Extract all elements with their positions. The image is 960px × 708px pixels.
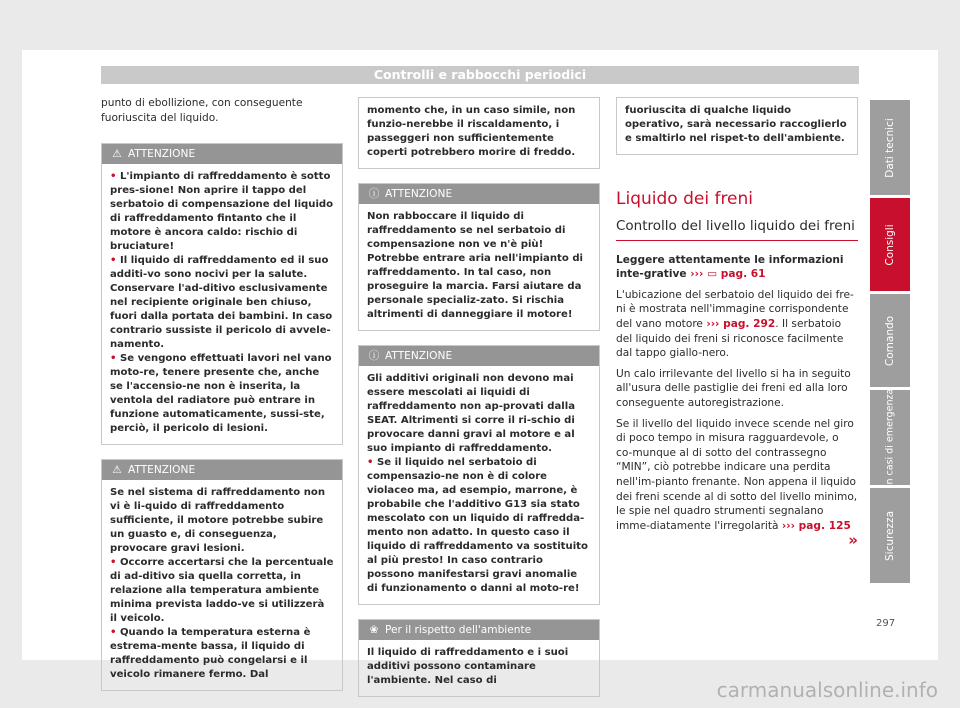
column-2 bbox=[358, 97, 600, 697]
tab-comando[interactable]: Comando bbox=[870, 294, 910, 387]
info-circle-icon: ⓘ bbox=[368, 188, 380, 200]
tab-dati-tecnici[interactable]: Dati tecnici bbox=[870, 100, 910, 195]
warning-box-2 bbox=[101, 459, 343, 691]
list-item: • Se vengono effettuati lavori nel vano moto-re, tenere presente che, anche se l'accensio-ne non è inserita, la ventola del radiatore può entrare in funzione automaticamente, sussi-ste, perciò, il pericolo di lesioni. bbox=[110, 353, 332, 435]
info-circle-icon: ⓘ bbox=[368, 350, 380, 362]
tab-consigli[interactable]: Consigli bbox=[870, 198, 910, 291]
warning-body: momento che, in un caso simile, non funzio-nerebbe il riscaldamento, i passeggeri non sufficientemente coperti potrebbero morire di freddo. bbox=[367, 105, 576, 158]
warning-header: ⓘ ATTENZIONE bbox=[359, 346, 599, 366]
warning-body bbox=[359, 366, 599, 604]
section bbox=[616, 189, 858, 241]
lead-paragraph: Leggere attentamente le informazioni inte-grative ››› ▭ pag. 61 bbox=[616, 253, 844, 281]
page-number: 297 bbox=[876, 618, 896, 629]
warning-body bbox=[102, 164, 342, 444]
warning-triangle-icon: ⚠ bbox=[112, 148, 122, 161]
paragraph-level: Se il livello del liquido invece scende nel giro di poco tempo in misura ragguardevole, o co-munque al di sotto del contrassegno “MIN”, ciò potrebbe indicare una perdita nell'im-pianto frenante. Non appena il liquido dei freni scende al di sotto del livello minimo, le spie nel quadro strumenti segnalano imme-diatamente l'irregolarità ››› pag. 125 » bbox=[616, 417, 858, 550]
warning-triangle-icon: ⚠ bbox=[112, 464, 122, 477]
warning-body: Non rabboccare il liquido di raffreddamento se nel serbatoio di compensazione non ve n'è più! Potrebbe entrare aria nell'impianto di raffreddamento. In tal caso, non proseguire la marcia. Farsi aiutare da personale specializ-zato. Si rischia altrimenti di danneggiare il motore! bbox=[367, 211, 584, 320]
environment-box bbox=[358, 619, 600, 697]
environment-body: Il liquido di raffreddamento e i suoi additivi possono contaminare l'ambiente. Nel caso di bbox=[367, 647, 569, 686]
subsection-title: Controllo del livello liquido dei freni bbox=[616, 219, 858, 241]
warning-box-3 bbox=[358, 183, 600, 331]
list-item: • Occorre accertarsi che la percentuale di ad-ditivo sia quella corretta, in relazione alla temperatura ambiente minima prevista laddo-ve si utilizzerà il veicolo. bbox=[110, 557, 334, 625]
intro-text: punto di ebollizione, con conseguente fuoriuscita del liquido. bbox=[101, 97, 303, 124]
section-title: Liquido dei freni bbox=[616, 189, 754, 209]
page-reference[interactable]: ››› pag. 125 bbox=[781, 519, 851, 532]
warning-box-4 bbox=[358, 345, 600, 605]
link-arrow: ››› bbox=[690, 268, 708, 281]
warning-text: Se nel sistema di raffreddamento non vi è li-quido di raffreddamento sufficiente, il motore potrebbe subire un guasto e, di conseguenza, provocare gravi lesioni. bbox=[110, 487, 326, 555]
column-3 bbox=[616, 97, 858, 548]
warning-body bbox=[102, 480, 342, 690]
environment-continuation-box bbox=[616, 97, 858, 155]
environment-header: ❀ Per il rispetto dell'ambiente bbox=[359, 620, 599, 640]
warning-continuation-box bbox=[358, 97, 600, 169]
leaf-icon: ❀ bbox=[369, 624, 379, 636]
list-item: • Il liquido di raffreddamento ed il suo additi-vo sono nocivi per la salute. Conservare l'ad-ditivo esclusivamente nel recipiente originale ben chiuso, fuori dalla portata dei bambini. In caso contrario sussiste il pericolo di avvele-namento. bbox=[110, 255, 333, 351]
book-icon: ▭ bbox=[707, 268, 718, 281]
warning-header: ⚠ ATTENZIONE bbox=[102, 460, 342, 480]
environment-body: fuoriuscita di qualche liquido operativo, sarà necessario raccoglierlo e smaltirlo nel rispet-to dell'ambiente. bbox=[625, 105, 847, 144]
page-reference[interactable]: ››› pag. 292 bbox=[706, 317, 776, 330]
warning-header: ⚠ ATTENZIONE bbox=[102, 144, 342, 164]
page-header: Controlli e rabbocchi periodici bbox=[101, 66, 859, 84]
warning-header: ⓘ ATTENZIONE bbox=[359, 184, 599, 204]
warning-text: Gli additivi originali non devono mai essere mescolati ai liquidi di raffreddamento non ap-provati dalla SEAT. Altrimenti si corre il ri-schio di provocare danni gravi al motore e al suo impianto di raffreddamento. bbox=[367, 373, 576, 454]
paragraph-wear: Un calo irrilevante del livello si ha in seguito all'usura delle pastiglie dei freni ed alla loro conseguente autoregistrazione. bbox=[616, 367, 851, 409]
list-item: • Se il liquido nel serbatoio di compensazio-ne non è di colore violaceo ma, ad esempio, marrone, è probabile che l'additivo G13 sia stato mescolato con un liquido di raffredda-mento non adatto. In questo caso il liquido di raffreddamento va sostituito al più presto! In caso contrario possono manifestarsi gravi anomalie di funzionamento o danni al moto-re! bbox=[367, 457, 588, 594]
tab-sicurezza[interactable]: Sicurezza bbox=[870, 488, 910, 583]
tab-emergenza[interactable]: In casi di emergenza bbox=[870, 390, 910, 485]
watermark: carmanualsonline.info bbox=[716, 678, 938, 702]
column-1 bbox=[101, 96, 343, 691]
paragraph-location: L'ubicazione del serbatoio del liquido dei fre-ni è mostrata nell'immagine corrispondente del vano motore ››› pag. 292. Il serbatoio del liquido dei freni si riconosce facilmente dal tappo giallo-nero. bbox=[616, 288, 854, 360]
page-reference[interactable]: pag. 61 bbox=[720, 268, 766, 281]
warning-box-1 bbox=[101, 143, 343, 445]
list-item: • L'impianto di raffreddamento è sotto pres-sione! Non aprire il tappo del serbatoio di compensazione del liquido di raffreddamento fintanto che il motore è ancora caldo: rischio di bruciature! bbox=[110, 171, 334, 253]
continue-mark: » bbox=[848, 531, 858, 550]
list-item: • Quando la temperatura esterna è estrema-mente bassa, il liquido di raffreddamento può congelarsi e il veicolo rimanere fermo. Dal bbox=[110, 627, 311, 681]
